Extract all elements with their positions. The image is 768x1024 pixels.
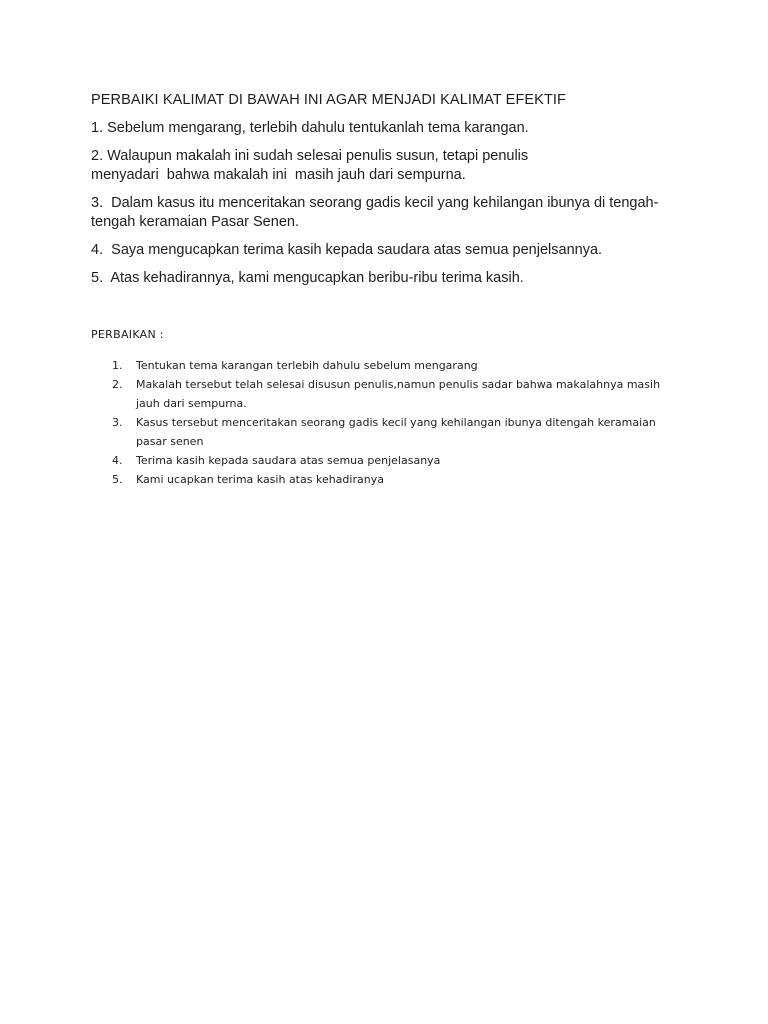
answer-1-line-1: Tentukan tema karangan terlebih dahulu sebelum mengarang bbox=[136, 359, 478, 372]
answer-item-5 bbox=[91, 470, 691, 489]
question-5 bbox=[91, 269, 691, 288]
question-4 bbox=[91, 241, 691, 260]
answer-item-3 bbox=[91, 413, 691, 451]
answer-3-line-2: pasar senen bbox=[136, 435, 204, 448]
question-4-line-1: 4. Saya mengucapkan terima kasih kepada saudara atas semua penjelsannya. bbox=[91, 242, 603, 258]
answer-number: 1. bbox=[112, 359, 123, 372]
document-content bbox=[91, 90, 691, 489]
answer-5-line-1: Kami ucapkan terima kasih atas kehadiranya bbox=[136, 473, 384, 486]
question-2 bbox=[91, 147, 691, 185]
answer-number: 3. bbox=[112, 416, 123, 429]
answers-list bbox=[91, 356, 691, 489]
answer-item-2 bbox=[91, 375, 691, 413]
answer-2-line-2: jauh dari sempurna. bbox=[136, 397, 247, 410]
question-1-line-1: 1. Sebelum mengarang, terlebih dahulu tentukanlah tema karangan. bbox=[91, 120, 529, 136]
answer-number: 2. bbox=[112, 378, 123, 391]
answers-title: PERBAIKAN : bbox=[91, 328, 164, 341]
answer-4-line-1: Terima kasih kepada saudara atas semua penjelasanya bbox=[136, 454, 441, 467]
answer-number: 4. bbox=[112, 454, 123, 467]
answer-number: 5. bbox=[112, 473, 123, 486]
page-title: PERBAIKI KALIMAT DI BAWAH INI AGAR MENJADI KALIMAT EFEKTIF bbox=[91, 92, 566, 108]
answer-item-1 bbox=[91, 356, 691, 375]
answer-3-line-1: Kasus tersebut menceritakan seorang gadis kecil yang kehilangan ibunya ditengah keramaian bbox=[136, 416, 656, 429]
question-1 bbox=[91, 119, 691, 138]
question-5-line-1: 5. Atas kehadirannya, kami mengucapkan beribu-ribu terima kasih. bbox=[91, 270, 524, 286]
question-2-line-2: menyadari bahwa makalah ini masih jauh dari sempurna. bbox=[91, 167, 466, 183]
question-2-line-1: 2. Walaupun makalah ini sudah selesai penulis susun, tetapi penulis bbox=[91, 148, 529, 164]
question-3-line-2: tengah keramaian Pasar Senen. bbox=[91, 214, 299, 230]
answer-2-line-1: Makalah tersebut telah selesai disusun penulis,namun penulis sadar bahwa makalahnya masih bbox=[136, 378, 661, 391]
question-3-line-1: 3. Dalam kasus itu menceritakan seorang gadis kecil yang kehilangan ibunya di tengah- bbox=[91, 195, 659, 211]
question-3 bbox=[91, 194, 691, 232]
answer-item-4 bbox=[91, 451, 691, 470]
